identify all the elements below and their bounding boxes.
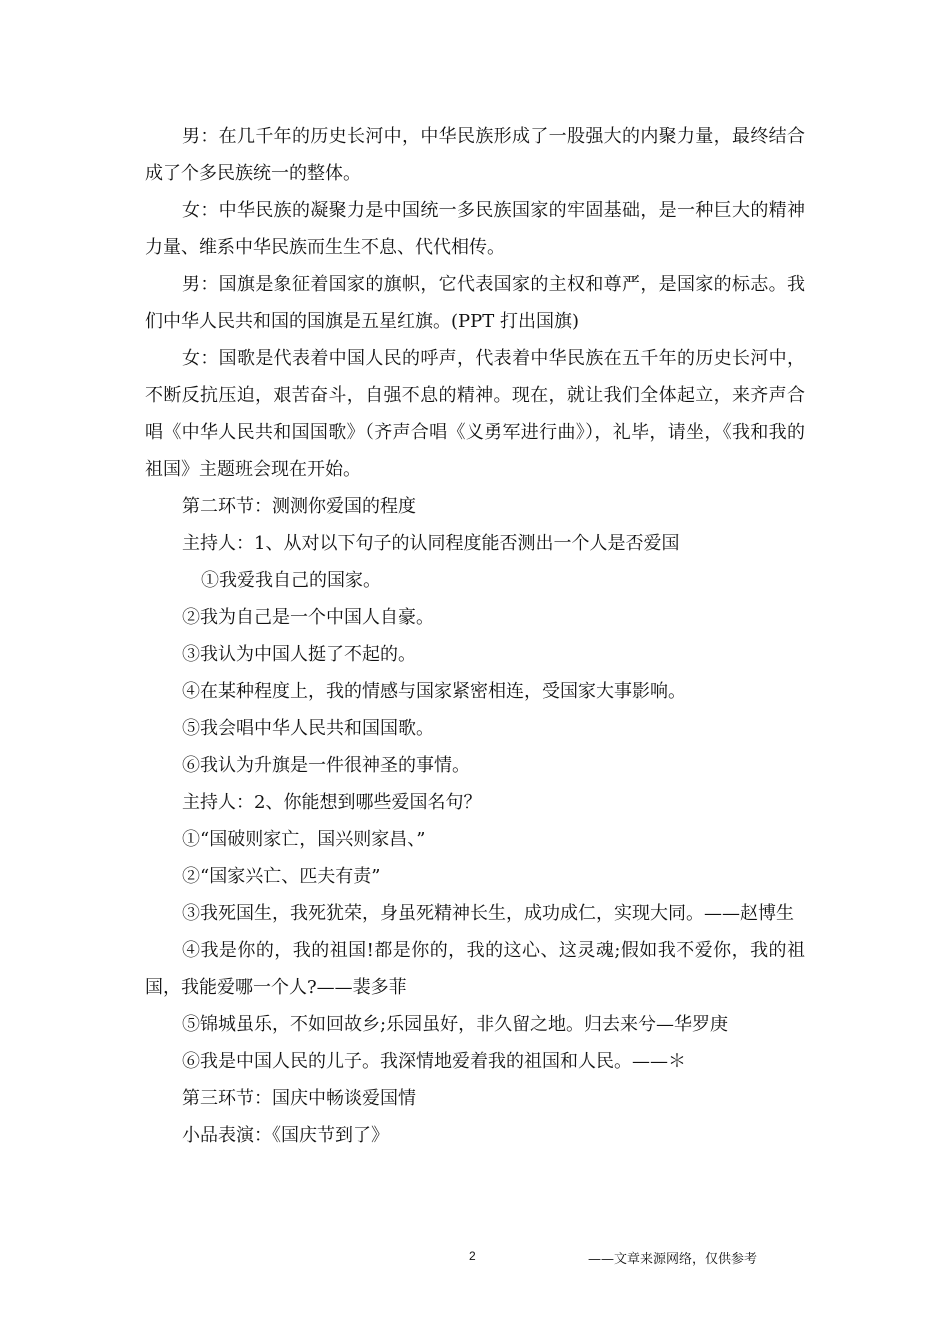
quote-item: ⑥我是中国人民的儿子。我深情地爱着我的祖国和人民。——＊ <box>182 1051 686 1072</box>
list-item: ②我为自己是一个中国人自豪。 <box>182 607 434 628</box>
paragraph: 小品表演：《国庆节到了》 <box>182 1125 389 1146</box>
paragraph: 女：国歌是代表着中国人民的呼声，代表着中华民族在五千年的历史长河中，不断反抗压迫，艰苦奋斗，自强不息的精神。现在，就让我们全体起立，来齐声合唱《中华人民共和国国歌》（齐声合唱《义勇军进行曲》），礼毕，请坐，《我和我的祖国》主题班会现在开始。 <box>145 348 805 480</box>
page-number: 2 <box>469 1249 476 1263</box>
quote-item: ④我是你的，我的祖国!都是你的，我的这心、这灵魂;假如我不爱你，我的祖国，我能爱哪一个人?——裴多菲 <box>145 940 805 998</box>
paragraph: 男：国旗是象征着国家的旗帜，它代表国家的主权和尊严，是国家的标志。我们中华人民共和国的国旗是五星红旗。(PPT 打出国旗) <box>145 274 805 332</box>
paragraph: 主持人：2、你能想到哪些爱国名句？ <box>182 792 482 813</box>
document-body <box>145 118 805 1154</box>
list-item: ③我认为中国人挺了不起的。 <box>182 644 416 665</box>
list-item: ①我爱我自己的国家。 <box>201 570 381 591</box>
quote-item: ②“国家兴亡、匹夫有责” <box>182 866 381 887</box>
list-item: ⑥我认为升旗是一件很神圣的事情。 <box>182 755 470 776</box>
paragraph: 女：中华民族的凝聚力是中国统一多民族国家的牢固基础，是一种巨大的精神力量、维系中华民族而生生不息、代代相传。 <box>145 200 805 258</box>
list-item: ⑤我会唱中华人民共和国国歌。 <box>182 718 434 739</box>
quote-item: ①“国破则家亡，国兴则家昌、” <box>182 829 426 850</box>
footer-note: ——文章来源网络，仅供参考 <box>588 1252 758 1267</box>
quote-item: ③我死国生，我死犹荣，身虽死精神长生，成功成仁，实现大同。——赵博生 <box>182 903 794 924</box>
list-item: ④在某种程度上，我的情感与国家紧密相连，受国家大事影响。 <box>182 681 686 702</box>
paragraph: 男：在几千年的历史长河中，中华民族形成了一股强大的内聚力量，最终结合成了个多民族统一的整体。 <box>145 126 805 184</box>
section-heading: 第二环节：测测你爱国的程度 <box>182 496 416 517</box>
section-heading: 第三环节：国庆中畅谈爱国情 <box>182 1088 416 1109</box>
paragraph: 主持人：1、从对以下句子的认同程度能否测出一个人是否爱国 <box>182 533 680 554</box>
quote-item: ⑤锦城虽乐，不如回故乡;乐园虽好，非久留之地。归去来兮—华罗庚 <box>182 1014 729 1035</box>
